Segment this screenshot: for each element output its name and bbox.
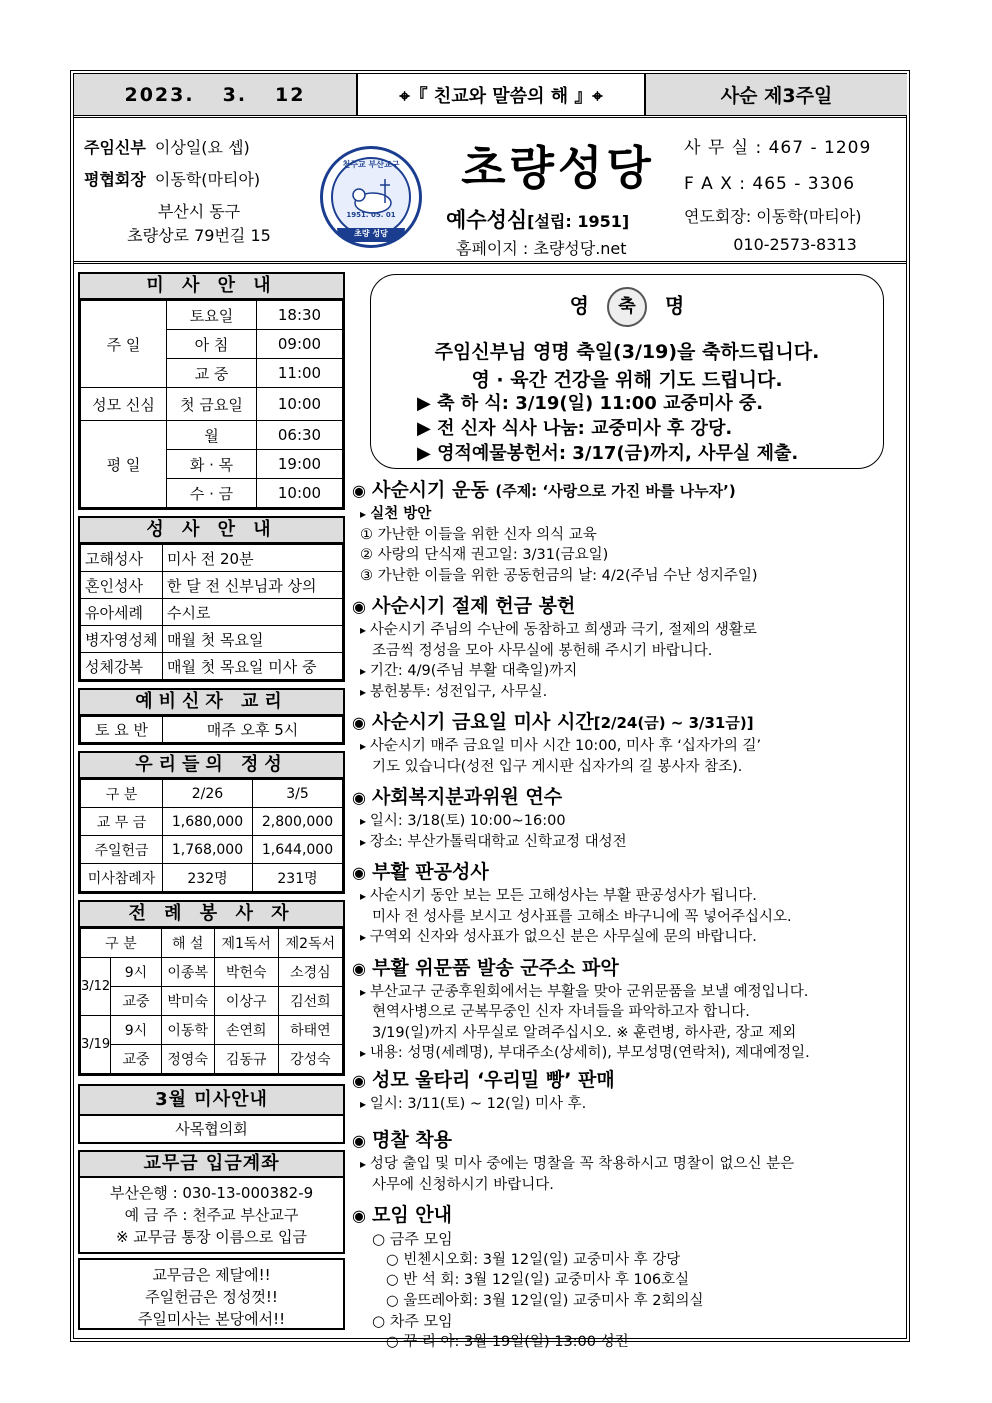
date-day: 12 bbox=[275, 83, 306, 106]
item-line: ▸ 일시: 3/11(토) ~ 12(일) 미사 후. bbox=[352, 1094, 902, 1115]
announcements bbox=[352, 476, 902, 1352]
offering-header: 구 분 bbox=[81, 780, 163, 808]
mobile-phone: 010-2573-8313 bbox=[733, 235, 857, 254]
item-line: ▸ 성당 출입 및 미사 중에는 명찰을 꼭 착용하시고 명찰이 없으신 분은 bbox=[352, 1154, 902, 1175]
table-row bbox=[81, 545, 343, 572]
yeondo-leader: 연도회장: 이동학(마티아) bbox=[684, 207, 862, 226]
servers-name: 하태연 bbox=[278, 1016, 342, 1045]
servers-name: 이종복 bbox=[161, 958, 214, 987]
offering-box bbox=[78, 779, 345, 894]
slogan-line: 주일헌금은 정성껏!! bbox=[145, 1288, 278, 1306]
diocese-seal-icon bbox=[320, 146, 422, 248]
date-year: 2023. bbox=[124, 83, 195, 106]
church-name: 초량성당 bbox=[461, 141, 655, 195]
table-row bbox=[81, 1016, 343, 1045]
address-line-1: 부산시 동구 bbox=[157, 202, 241, 221]
offering-header: 2/26 bbox=[163, 780, 253, 808]
sacrament-value: 한 달 전 신부님과 상의 bbox=[163, 572, 343, 599]
offering-value: 1,644,000 bbox=[253, 836, 343, 864]
servers-name: 김동규 bbox=[214, 1045, 278, 1074]
mass-table-box bbox=[78, 300, 345, 510]
tue-thu-label: 화 · 목 bbox=[167, 450, 257, 479]
address-line-2: 초량상로 79번길 15 bbox=[127, 226, 271, 245]
bullet-icon: ◉ bbox=[352, 713, 366, 732]
masthead-left bbox=[84, 132, 314, 248]
notice-head bbox=[371, 287, 883, 327]
homepage: 홈페이지 : 초량성당.net bbox=[456, 239, 627, 258]
servers-header: 제2독서 bbox=[278, 929, 342, 958]
notice-head-left: 영 bbox=[569, 293, 589, 318]
founded-text: [설립: 1951] bbox=[527, 212, 630, 231]
item-line: ○ 반 석 회: 3월 12일(일) 교중미사 후 106호실 bbox=[386, 1272, 690, 1288]
item-line: ▸ 사순시기 매주 금요일 미사 시간 10:00, 미사 후 ‘십자가의 길’ bbox=[352, 736, 902, 757]
notice-list bbox=[417, 391, 798, 466]
heading-text: 사순시기 운동 bbox=[371, 479, 489, 501]
tue-thu-time: 19:00 bbox=[257, 450, 343, 479]
heading-text: 부활 판공성사 bbox=[371, 861, 489, 883]
feast-notice bbox=[370, 274, 884, 469]
item-line: ▸ 사순시기 주님의 수난에 동참하고 희생과 극기, 절제의 생활로 bbox=[352, 620, 902, 641]
bullet-icon: ◉ bbox=[352, 863, 366, 882]
council-label: 평협회장 bbox=[84, 170, 146, 189]
heading-sub: [2/24(금) ~ 3/31금)] bbox=[593, 714, 754, 732]
servers-time: 9시 bbox=[111, 958, 162, 987]
item-line: ▸ 사순시기 동안 보는 모든 고해성사는 부활 판공성사가 됩니다. bbox=[352, 886, 902, 907]
offering-value: 1,680,000 bbox=[163, 808, 253, 836]
heading-text: 모임 안내 bbox=[371, 1204, 452, 1226]
sat-time: 18:30 bbox=[257, 301, 343, 330]
item-line: ② 사랑의 단식재 권고일: 3/31(금요일) bbox=[360, 547, 609, 563]
sacrament-key: 성체강복 bbox=[81, 653, 163, 680]
table-row bbox=[81, 653, 343, 680]
servers-title: 전 례 봉 사 자 bbox=[78, 900, 345, 928]
table-row bbox=[81, 1045, 343, 1074]
item-heading bbox=[352, 476, 902, 504]
patron-text: 예수성심 bbox=[446, 208, 528, 232]
bullet-icon: ◉ bbox=[352, 788, 366, 807]
sunday-label: 주 일 bbox=[81, 301, 167, 388]
table-row bbox=[81, 599, 343, 626]
masthead bbox=[74, 122, 907, 264]
offering-value: 231명 bbox=[253, 864, 343, 892]
servers-name: 정영숙 bbox=[161, 1045, 214, 1074]
heading-text: 명찰 착용 bbox=[371, 1129, 452, 1151]
sacrament-table bbox=[80, 544, 343, 680]
slogan-box bbox=[78, 1258, 345, 1330]
first-friday-time: 10:00 bbox=[257, 388, 343, 421]
servers-time: 교중 bbox=[111, 1045, 162, 1074]
item-line: ▸ 구역외 신자와 성사표가 없으신 분은 사무실에 문의 바랍니다. bbox=[352, 927, 902, 948]
servers-name: 이동학 bbox=[161, 1016, 214, 1045]
bulletin-date bbox=[74, 74, 358, 115]
servers-header: 해 설 bbox=[161, 929, 214, 958]
notice-head-right: 명 bbox=[665, 293, 685, 318]
year-motto: ⌖『 친교와 말씀의 해 』⌖ bbox=[358, 74, 646, 115]
council-row bbox=[84, 164, 314, 196]
table-row bbox=[81, 572, 343, 599]
heading-text: 성모 울타리 ‘우리밀 빵’ 판매 bbox=[371, 1068, 615, 1091]
servers-name: 박헌숙 bbox=[214, 958, 278, 987]
servers-time: 교중 bbox=[111, 987, 162, 1016]
heading-text: 사순시기 절제 헌금 봉헌 bbox=[371, 595, 576, 617]
list-item: ▶ 전 신자 식사 나눔: 교중미사 후 강당. bbox=[417, 416, 798, 441]
bank-holder: 예 금 주 : 천주교 부산교구 bbox=[124, 1206, 299, 1224]
top-bar bbox=[74, 74, 907, 118]
catechumen-table bbox=[80, 716, 343, 743]
list-item: ▶ 영적예물봉헌서: 3/17(금)까지, 사무실 제출. bbox=[417, 441, 798, 466]
bullet-icon: ◉ bbox=[352, 1206, 366, 1225]
item-heading bbox=[352, 592, 902, 620]
catechumen-box bbox=[78, 716, 345, 745]
item-line: 현역사병으로 군복무중인 신자 자녀들을 파악하고자 합니다. bbox=[372, 1004, 750, 1020]
item-heading bbox=[352, 858, 902, 886]
servers-name: 손연희 bbox=[214, 1016, 278, 1045]
mass-title: 미 사 안 내 bbox=[78, 272, 345, 300]
wed-fri-label: 수 · 금 bbox=[167, 479, 257, 508]
heading-text: 사회복지분과위원 연수 bbox=[371, 786, 563, 808]
offering-value: 2,800,000 bbox=[253, 808, 343, 836]
offering-key: 미사참례자 bbox=[81, 864, 163, 892]
item-line: ▸ 실천 방안 bbox=[352, 504, 902, 525]
sacrament-key: 혼인성사 bbox=[81, 572, 163, 599]
item-line: ▸ 기간: 4/9(주님 부활 대축일)까지 bbox=[352, 661, 902, 682]
bullet-icon: ◉ bbox=[352, 597, 366, 616]
weekday-label: 평 일 bbox=[81, 421, 167, 508]
heading-text: 사순시기 금요일 미사 시간 bbox=[371, 711, 594, 733]
table-row bbox=[81, 626, 343, 653]
sacrament-value: 수시로 bbox=[163, 599, 343, 626]
servers-name: 소경심 bbox=[278, 958, 342, 987]
sacrament-title: 성 사 안 내 bbox=[78, 516, 345, 544]
list-item: ▶ 축 하 식: 3/19(일) 11:00 교중미사 중. bbox=[417, 391, 798, 416]
pastor-label: 주임신부 bbox=[84, 138, 146, 157]
sacrament-value: 매월 첫 목요일 미사 중 bbox=[163, 653, 343, 680]
marian-label: 성모 신심 bbox=[81, 388, 167, 421]
servers-table bbox=[80, 928, 343, 1074]
table-row bbox=[81, 836, 343, 864]
mon-label: 월 bbox=[167, 421, 257, 450]
item-heading bbox=[352, 1066, 902, 1094]
sacrament-box bbox=[78, 544, 345, 682]
item-line: ▸ 일시: 3/18(토) 10:00~16:00 bbox=[352, 811, 902, 832]
lamb-icon bbox=[333, 159, 413, 239]
item-heading bbox=[352, 1201, 902, 1229]
table-row bbox=[81, 808, 343, 836]
offering-table bbox=[80, 779, 343, 892]
item-line: ③ 가난한 이들을 위한 공동헌금의 날: 4/2(주님 수난 성지주일) bbox=[360, 567, 758, 584]
sacrament-key: 유아세례 bbox=[81, 599, 163, 626]
sacrament-key: 고해성사 bbox=[81, 545, 163, 572]
left-column bbox=[78, 272, 345, 1330]
notice-line-1: 주임신부님 영명 축일(3/19)을 축하드립니다. bbox=[434, 341, 820, 363]
servers-date: 3/12 bbox=[81, 958, 111, 1016]
march-mass-value: 사목협의회 bbox=[78, 1116, 345, 1144]
offering-key: 교 무 금 bbox=[81, 808, 163, 836]
march-mass-title: 3월 미사안내 bbox=[78, 1084, 345, 1116]
item-heading bbox=[352, 708, 902, 736]
item-line: ▸ 부산교구 군종후원회에서는 부활을 맞아 군위문품을 보낼 예정입니다. bbox=[352, 982, 902, 1003]
servers-time: 9시 bbox=[111, 1016, 162, 1045]
table-row bbox=[81, 864, 343, 892]
servers-header: 제1독서 bbox=[214, 929, 278, 958]
item-heading bbox=[352, 783, 902, 811]
servers-name: 강성숙 bbox=[278, 1045, 342, 1074]
bullet-icon: ◉ bbox=[352, 1131, 366, 1150]
sacrament-key: 병자영성체 bbox=[81, 626, 163, 653]
church-patron bbox=[446, 204, 629, 234]
heading-sub: (주제: ‘사랑으로 가진 바를 나누자’) bbox=[495, 482, 736, 500]
notice-line-2: 영 · 육간 건강을 위해 기도 드립니다. bbox=[471, 369, 783, 391]
sat-label: 토요일 bbox=[167, 301, 257, 330]
catechumen-title: 예비신자 교리 bbox=[78, 688, 345, 716]
bank-box bbox=[78, 1178, 345, 1254]
item-heading bbox=[352, 954, 902, 982]
item-line: ○ 꾸 리 아: 3월 19일(일) 13:00 성전 bbox=[386, 1333, 629, 1350]
bank-title: 교무금 입금계좌 bbox=[78, 1150, 345, 1178]
offering-title: 우리들의 정성 bbox=[78, 751, 345, 779]
offering-header: 3/5 bbox=[253, 780, 343, 808]
liturgical-sunday: 사순 제3주일 bbox=[646, 74, 907, 115]
item-line: ▸ 장소: 부산가톨릭대학교 신학교정 대성전 bbox=[352, 832, 902, 853]
bullet-icon: ◉ bbox=[352, 958, 366, 978]
item-line: ○ 금주 모임 bbox=[372, 1230, 453, 1248]
servers-header: 구 분 bbox=[81, 929, 162, 958]
item-line: ○ 울뜨레아회: 3월 12일(일) 교중미사 후 2회의실 bbox=[386, 1292, 704, 1309]
servers-name: 김선희 bbox=[278, 987, 342, 1016]
morning-time: 09:00 bbox=[257, 330, 343, 359]
item-line: ○ 차주 모임 bbox=[372, 1312, 453, 1330]
slogan-line: 주일미사는 본당에서!! bbox=[137, 1310, 286, 1328]
pastor-row bbox=[84, 132, 314, 164]
heading-text: 부활 위문품 발송 군주소 파악 bbox=[371, 956, 619, 979]
item-line: 3/19(일)까지 사무실로 알려주십시오. ※ 훈련병, 하사관, 장교 제외 bbox=[372, 1024, 797, 1041]
item-line: 조금씩 정성을 모아 사무실에 봉헌해 주시기 바랍니다. bbox=[372, 642, 713, 659]
bullet-icon: ◉ bbox=[352, 481, 366, 500]
date-month: 3. bbox=[222, 83, 248, 106]
catechumen-value: 매주 오후 5시 bbox=[163, 717, 343, 743]
bullet-icon: ◉ bbox=[352, 1070, 366, 1090]
high-mass-label: 교 중 bbox=[167, 359, 257, 388]
catechumen-key: 토 요 반 bbox=[81, 717, 163, 743]
item-line: 사무에 신청하시기 바랍니다. bbox=[372, 1176, 554, 1193]
slogan-line: 교무금은 제달에!! bbox=[152, 1266, 271, 1284]
wed-fri-time: 10:00 bbox=[257, 479, 343, 508]
item-line: ▸ 봉헌봉투: 성전입구, 사무실. bbox=[352, 682, 902, 703]
office-phone: 사 무 실 : 467 - 1209 bbox=[684, 138, 872, 158]
morning-label: 아 침 bbox=[167, 330, 257, 359]
seal-top-text: 천주교 부산교구 bbox=[342, 160, 400, 169]
servers-name: 박미숙 bbox=[161, 987, 214, 1016]
mon-time: 06:30 bbox=[257, 421, 343, 450]
servers-box bbox=[78, 928, 345, 1076]
item-line: ① 가난한 이들을 위한 신자 의식 교육 bbox=[360, 526, 597, 543]
first-friday-label: 첫 금요일 bbox=[167, 388, 257, 421]
mass-table bbox=[80, 300, 343, 508]
seal-bottom-text: 초량 성당 bbox=[354, 229, 388, 238]
offering-value: 1,768,000 bbox=[163, 836, 253, 864]
item-line: ▸ 내용: 성명(세례명), 부대주소(상세히), 부모성명(연락처), 제대예정일. bbox=[352, 1043, 902, 1064]
servers-date: 3/19 bbox=[81, 1016, 111, 1074]
table-row bbox=[81, 958, 343, 987]
wreath-icon: 축 bbox=[607, 287, 647, 327]
offering-key: 주일헌금 bbox=[81, 836, 163, 864]
item-heading bbox=[352, 1126, 902, 1154]
high-mass-time: 11:00 bbox=[257, 359, 343, 388]
pastor-name: 이상일(요 셉) bbox=[154, 138, 250, 157]
servers-name: 이상구 bbox=[214, 987, 278, 1016]
seal-year: 1951. 05. 01 bbox=[346, 211, 396, 219]
fax-number: F A X : 465 - 3306 bbox=[684, 174, 856, 194]
bank-note: ※ 교무금 통장 이름으로 입금 bbox=[115, 1228, 308, 1246]
sacrament-value: 매월 첫 목요일 bbox=[163, 626, 343, 653]
item-line: ○ 빈첸시오회: 3월 12일(일) 교중미사 후 강당 bbox=[386, 1251, 681, 1268]
table-row bbox=[81, 987, 343, 1016]
item-line: 기도 있습니다(성전 입구 게시판 십자가의 길 봉사자 참조). bbox=[372, 758, 743, 775]
masthead-right bbox=[684, 130, 906, 258]
item-line: 미사 전 성사를 보시고 성사표를 고해소 바구니에 꼭 넣어주십시오. bbox=[372, 908, 792, 925]
council-name: 이동학(마티아) bbox=[154, 170, 261, 189]
offering-value: 232명 bbox=[163, 864, 253, 892]
sacrament-value: 미사 전 20분 bbox=[163, 545, 343, 572]
bank-account: 부산은행 : 030-13-000382-9 bbox=[109, 1184, 314, 1202]
